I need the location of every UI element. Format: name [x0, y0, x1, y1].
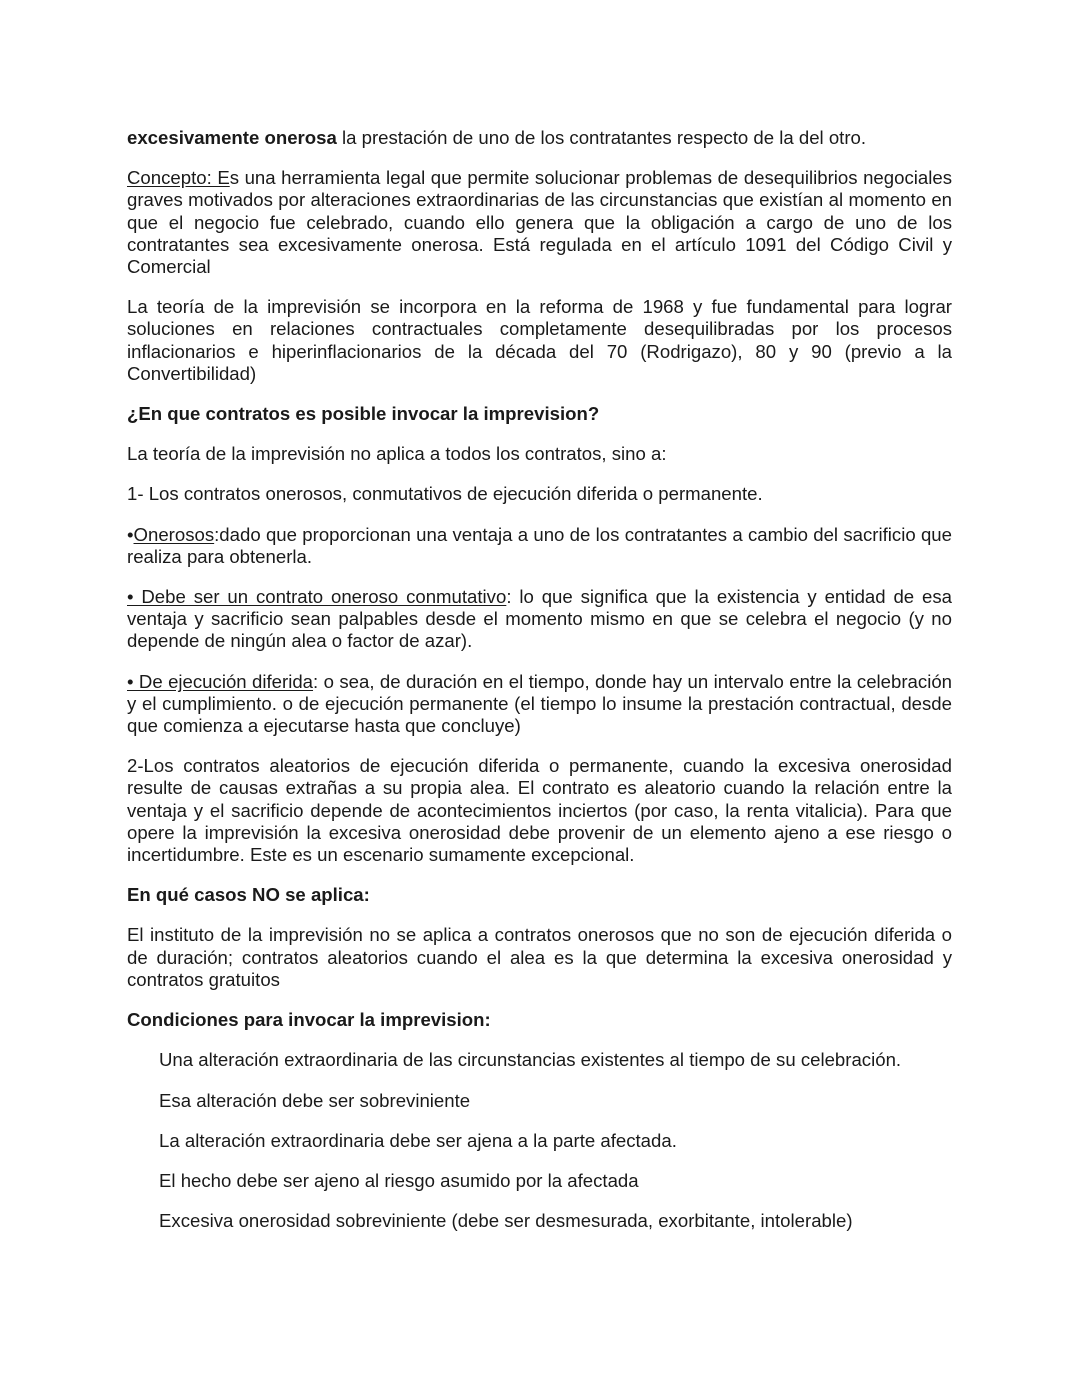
intro-rest: la prestación de uno de los contratantes respecto de la del otro.: [336, 127, 867, 148]
onerosos-bullet: •: [127, 523, 134, 545]
intro-paragraph: [127, 127, 952, 149]
intro-bold: excesivamente onerosa: [127, 127, 337, 148]
conmutativo-text: : lo que significa que la existencia y entidad de esa ventaja y sacrificio sean palpables desde el momento mismo en que se celebra el negocio (y no depende de ningún alea o factor de azar).: [127, 586, 952, 652]
item-2: 2-Los contratos aleatorios de ejecución diferida o permanente, cuando la excesiva onerosidad resulte de causas extrañas a su propia alea. El contrato es aleatorio cuando la relación entre la ventaja y el sacrificio depende de acontecimientos inciertos (por caso, la renta vitalicia). Para que opere la imprevisión la excesiva onerosidad debe provenir de un elemento ajeno a ese riesgo o incertidumbre. Este es un escenario sumamente excepcional.: [127, 755, 952, 866]
no-aplica-paragraph: El instituto de la imprevisión no se aplica a contratos onerosos que no son de ejecución diferida o de duración; contratos aleatorios cuando el alea es la que determina la excesiva onerosidad y contratos gratuitos: [127, 924, 952, 990]
heading-no-aplica: En qué casos NO se aplica:: [127, 884, 370, 906]
onerosos-label: Onerosos: [133, 523, 215, 545]
condicion-item: Excesiva onerosidad sobreviniente (debe ser desmesurada, exorbitante, intolerable): [159, 1210, 853, 1232]
diferida-text: : o sea, de duración en el tiempo, donde hay un intervalo entre la celebración y el cumplimiento. o de ejecución permanente (el tiempo lo insume la prestación contractual, desde que comienza a ejecutarse hasta que concluye): [127, 670, 953, 737]
onerosos-text: :dado que proporcionan una ventaja a uno de los contratantes a cambio del sacrificio que realiza para obtenerla.: [127, 523, 952, 567]
concepto-text: s una herramienta legal que permite solucionar problemas de desequilibrios negociales graves motivados por alteraciones extraordinarias de las circunstancias que existían al momento en que el negocio fue celebrado, cuando ello genera que la obligación a cargo de uno de los contratantes sea excesivamente onerosa. Está regulada en el artículo 1091 del Código Civil y Comercial: [127, 167, 952, 278]
concepto-paragraph: [127, 167, 952, 278]
onerosos-paragraph: [127, 524, 952, 568]
diferida-label: • De ejecución diferida: [127, 670, 314, 692]
conmutativo-label: • Debe ser un contrato oneroso conmutativo: [127, 586, 507, 608]
concepto-label: Concepto: E: [127, 167, 230, 189]
condicion-item: La alteración extraordinaria debe ser ajena a la parte afectada.: [159, 1129, 677, 1151]
condicion-item: Esa alteración debe ser sobreviniente: [159, 1089, 471, 1111]
diferida-paragraph: [127, 671, 952, 738]
no-aplica-todos-paragraph: La teoría de la imprevisión no aplica a todos los contratos, sino a:: [127, 443, 667, 465]
condicion-item: El hecho debe ser ajeno al riesgo asumido por la afectada: [159, 1169, 639, 1191]
item-1: 1- Los contratos onerosos, conmutativos de ejecución diferida o permanente.: [127, 483, 763, 505]
heading-condiciones: Condiciones para invocar la imprevision:: [127, 1009, 491, 1031]
document-body: [127, 127, 952, 1250]
conmutativo-paragraph: [127, 586, 952, 653]
heading-contratos: ¿En que contratos es posible invocar la imprevision?: [127, 403, 600, 425]
teoria-paragraph: La teoría de la imprevisión se incorpora en la reforma de 1968 y fue fundamental para lograr soluciones en relaciones contractuales completamente desequilibradas por los procesos inflacionarios e hiperinflacionarios de la década del 70 (Rodrigazo), 80 y 90 (previo a la Convertibilidad): [127, 296, 952, 384]
condicion-item: Una alteración extraordinaria de las circunstancias existentes al tiempo de su celebración.: [159, 1049, 902, 1071]
